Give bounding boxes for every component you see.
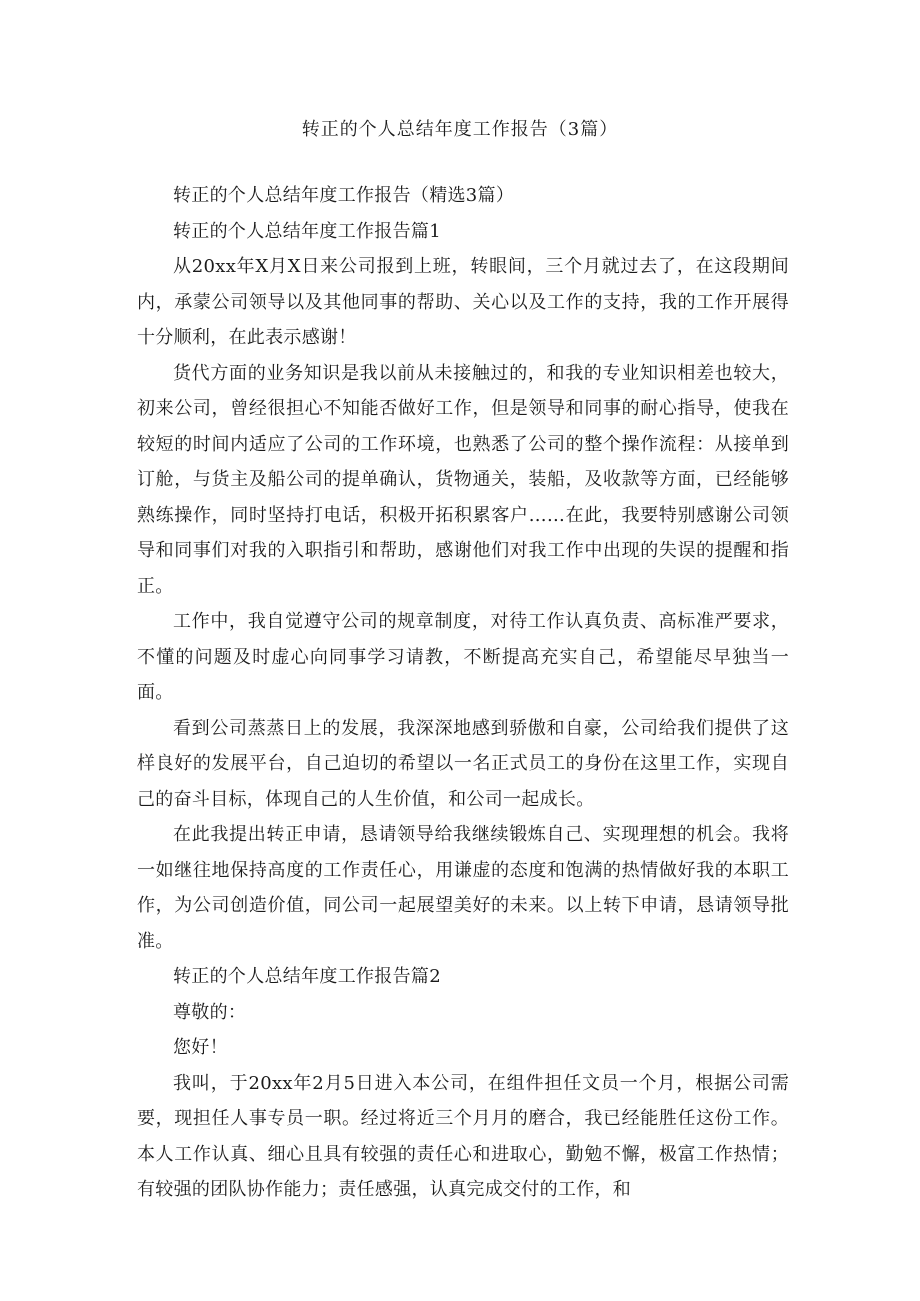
paragraph: 我叫，于20xx年2月5日进入本公司，在组件担任文员一个月，根据公司需要，现担任人事专员一职。经过将近三个月月的磨合，我已经能胜任这份工作。本人工作认真、细心且具有较强的责任心和进取心，勤勉不懈，极富工作热情；有较强的团队协作能力；责任感强，认真完成交付的工作，和: [137, 1072, 789, 1200]
paragraph: 在此我提出转正申请，恳请领导给我继续锻炼自己、实现理想的机会。我将一如继往地保持高度的工作责任心，用谦虚的态度和饱满的热情做好我的本职工作，为公司创造价值，同公司一起展望美好的未来。以上转下申请，恳请领导批准。: [137, 824, 789, 952]
paragraph: 货代方面的业务知识是我以前从未接触过的，和我的专业知识相差也较大，初来公司，曾经很担心不知能否做好工作，但是领导和同事的耐心指导，使我在较短的时间内适应了公司的工作环境，也熟悉了公司的整个操作流程：从接单到订舱，与货主及船公司的提单确认，货物通关，装船，及收款等方面，已经能够熟练操作，同时坚持打电话，积极开拓积累客户……在此，我要特别感谢公司领导和同事们对我的入职指引和帮助，感谢他们对我工作中出现的失误的提醒和指正。: [137, 362, 789, 597]
document-title: 转正的个人总结年度工作报告（3篇）: [301, 119, 619, 140]
paragraph: 工作中，我自觉遵守公司的规章制度，对待工作认真负责、高标准严要求，不懂的问题及时虚心向同事学习请教，不断提高充实自己，希望能尽早独当一面。: [137, 611, 789, 703]
paragraph-salutation: 尊敬的：: [173, 1001, 247, 1023]
paragraph-greeting: 您好！: [173, 1037, 228, 1058]
document-body: [137, 178, 789, 1208]
paragraph-heading-part1: 转正的个人总结年度工作报告篇1: [173, 220, 441, 242]
paragraph-heading-part2: 转正的个人总结年度工作报告篇2: [173, 966, 441, 987]
paragraph-subtitle: 转正的个人总结年度工作报告（精选3篇）: [173, 185, 515, 206]
paragraph: 看到公司蒸蒸日上的发展，我深深地感到骄傲和自豪，公司给我们提供了这样良好的发展平台，自己迫切的希望以一名正式员工的身份在这里工作，实现自己的奋斗目标，体现自己的人生价值，和公司一起成长。: [137, 717, 789, 810]
paragraph: 从20xx年X月X日来公司报到上班，转眼间，三个月就过去了，在这段期间内，承蒙公司领导以及其他同事的帮助、关心以及工作的支持，我的工作开展得十分顺利，在此表示感谢！: [137, 256, 789, 348]
